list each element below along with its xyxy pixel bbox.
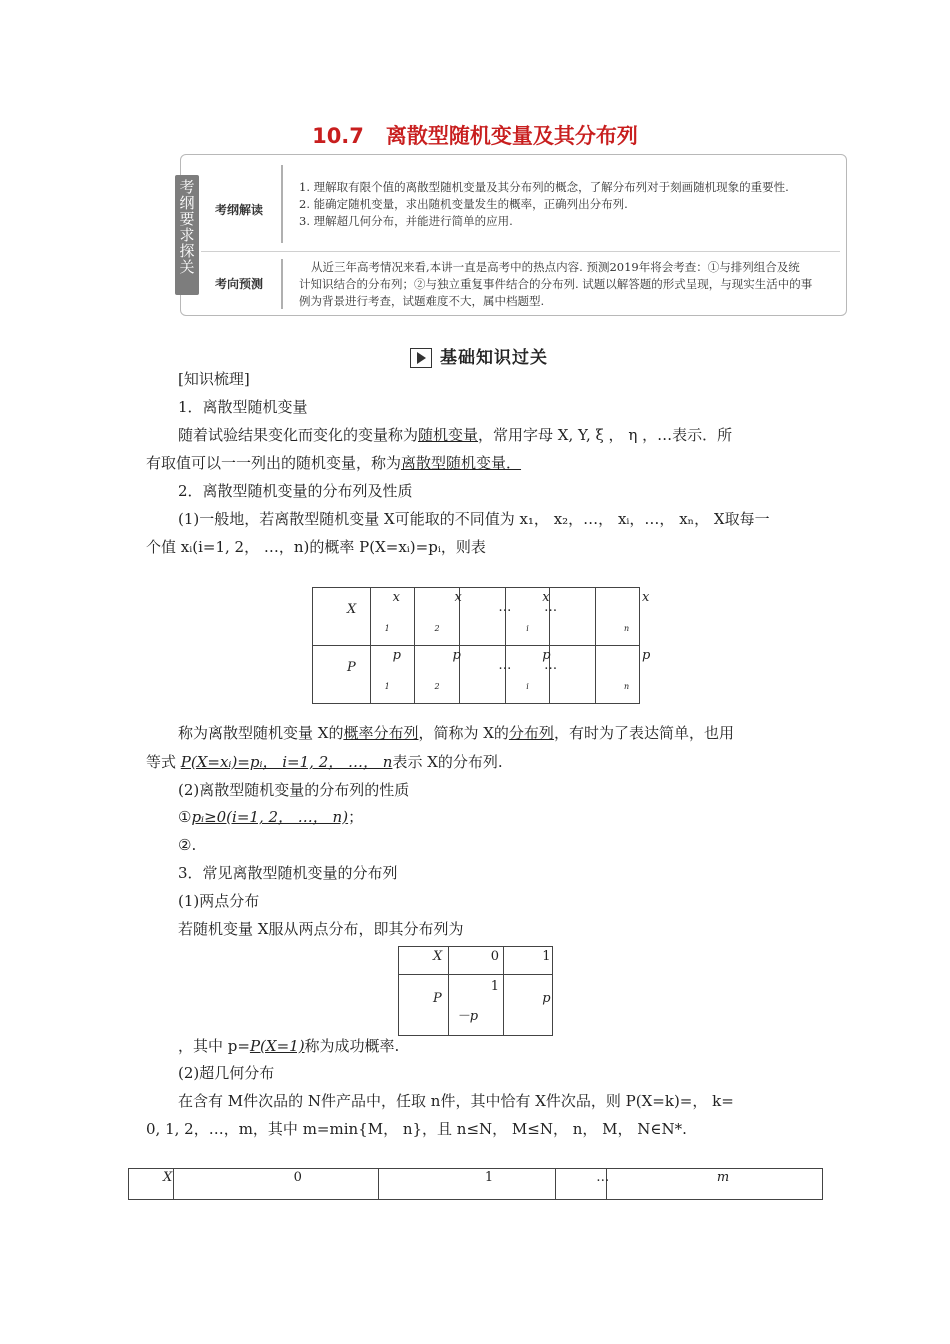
- text: ，有时为了表达简单，也用: [553, 724, 734, 742]
- cell-text: p: [452, 648, 461, 663]
- text: 表示 X的分布列.: [392, 753, 503, 771]
- row1-label: 考纲解读: [215, 203, 264, 217]
- text: 称为离散型随机变量 X的: [178, 724, 344, 742]
- row2-line: 计知识结合的分布列；②与独立重复事件结合的分布列. 试题以解答题的形式呈现，与现实生活中的事: [299, 277, 813, 291]
- cell-sub: 1: [384, 624, 390, 633]
- paragraph-4: (2)离散型随机变量的分布列的性质: [178, 781, 410, 799]
- cell-text: 1: [542, 949, 551, 964]
- table-row: [129, 1169, 823, 1200]
- table-cell: [378, 1169, 555, 1200]
- table-cell: [313, 646, 371, 704]
- two-point-table: [398, 946, 553, 1036]
- table-row: [399, 975, 553, 1036]
- table-cell: [504, 975, 553, 1036]
- paragraph-3a: [178, 722, 734, 744]
- table-cell: [606, 1169, 822, 1200]
- paragraph-2b: 个值 xᵢ(i=1, 2， …，n)的概率 P(X=xᵢ)=pᵢ，则表: [146, 538, 486, 556]
- paragraph-10: (2)超几何分布: [178, 1064, 275, 1082]
- text: ①: [178, 808, 192, 826]
- cell-text: P: [347, 660, 356, 675]
- table-cell: [596, 588, 650, 646]
- cell-text: p: [542, 648, 551, 663]
- row1-item: 2. 能确定随机变量，求出随机变量发生的概率，正确列出分布列.: [299, 197, 628, 211]
- cell-text: X: [433, 949, 443, 964]
- paragraph-5: [178, 806, 363, 828]
- cell-text: p: [642, 648, 651, 663]
- cell-text: …: [544, 658, 558, 673]
- table-cell: [129, 1169, 174, 1200]
- requirements-box: [180, 154, 847, 316]
- cell-text: m: [716, 1170, 730, 1185]
- table-cell: [448, 947, 504, 975]
- text: ，简称为 X的: [418, 724, 509, 742]
- cell-text: …: [498, 658, 512, 673]
- title-text: 离散型随机变量及其分布列: [385, 124, 638, 148]
- cell-text: 0: [490, 949, 499, 964]
- text: 随着试验结果变化而变化的变量称为: [178, 426, 419, 444]
- table-cell: [173, 1169, 378, 1200]
- cell-text: X: [163, 1170, 173, 1185]
- cell-sub: 1: [384, 682, 390, 691]
- cell-sub: n: [624, 682, 630, 691]
- table-cell: [460, 588, 512, 646]
- section-heading: [410, 343, 548, 368]
- section-number: 10.7: [312, 124, 364, 148]
- heading-1: 1．离散型随机变量: [178, 398, 308, 416]
- cell-sub: 2: [434, 682, 440, 691]
- paragraph-3b: [146, 751, 503, 773]
- table-cell: [544, 646, 596, 704]
- paragraph-2a: (1)一般地，若离散型随机变量 X可能取的不同值为 x₁， x₂，…， xᵢ，…， xₙ， X取每一: [178, 510, 770, 528]
- table-row: [313, 588, 640, 646]
- row1-item: 1. 理解取有限个值的离散型随机变量及其分布列的概念，了解分布列对于刻画随机现象的重要性.: [299, 180, 789, 194]
- cell-text: p: [392, 648, 401, 663]
- cell-text: x: [454, 590, 462, 605]
- table-cell: [399, 947, 449, 975]
- row1-divider: [281, 165, 283, 243]
- heading-2: 2．离散型随机变量的分布列及性质: [178, 482, 413, 500]
- paragraph-9: [178, 1035, 399, 1057]
- table-cell: [414, 646, 460, 704]
- table-cell: [544, 588, 596, 646]
- text: 称为成功概率.: [304, 1037, 400, 1055]
- paragraph-12: 0, 1, 2，…，m，其中 m=min{M， n}，且 n≤N， M≤N， n， M， N∈N*.: [146, 1120, 687, 1138]
- row-separator: [201, 251, 840, 252]
- table-cell: [313, 588, 371, 646]
- table-row: [399, 947, 553, 975]
- table-cell: [414, 588, 460, 646]
- row1-items: [299, 179, 839, 230]
- row2-text: [299, 259, 844, 310]
- cell-text: －p: [456, 1009, 479, 1024]
- table-cell: [370, 646, 414, 704]
- underlined-term: 随机变量: [418, 426, 479, 444]
- paragraph-6: ②.: [178, 836, 197, 854]
- cell-text: …: [596, 1170, 610, 1185]
- paragraph-7: (1)两点分布: [178, 892, 260, 910]
- cell-text: p: [542, 991, 551, 1006]
- underlined-term: P(X=xᵢ)=pᵢ， i=1, 2， …， n: [180, 753, 393, 771]
- page-title: [0, 120, 950, 150]
- table-cell: [506, 588, 550, 646]
- table-cell: [370, 588, 414, 646]
- section-heading-text: 基础知识过关: [440, 348, 548, 368]
- text: 有取值可以一一列出的随机变量，称为: [146, 454, 402, 472]
- paragraph-1b: [146, 452, 521, 474]
- row1-item: 3. 理解超几何分布，并能进行简单的应用.: [299, 214, 513, 228]
- cell-text: X: [347, 602, 357, 617]
- knowledge-tag: [知识梳理]: [178, 370, 250, 388]
- cell-text: 1: [484, 1170, 494, 1185]
- table-cell: [506, 646, 550, 704]
- heading-3: 3．常见离散型随机变量的分布列: [178, 864, 398, 882]
- row2-divider: [281, 259, 283, 309]
- table-cell: [596, 646, 651, 704]
- cell-text: …: [498, 600, 512, 615]
- table-cell: [460, 646, 512, 704]
- side-tab: 考纲要求探关: [175, 175, 199, 295]
- paragraph-1a: [178, 424, 732, 446]
- cell-sub: i: [526, 624, 529, 633]
- cell-text: 0: [293, 1170, 302, 1185]
- row2-line: 从近三年高考情况来看,本讲一直是高考中的热点内容. 预测2019年将会考查：①与排列组合及统: [311, 260, 800, 274]
- cell-text: x: [542, 590, 550, 605]
- paragraph-11: 在含有 M件次品的 N件产品中，任取 n件，其中恰有 X件次品，则 P(X=k)=， k=: [178, 1092, 734, 1110]
- table-cell: [399, 975, 449, 1036]
- table-cell: [504, 947, 553, 975]
- play-icon: [410, 348, 432, 368]
- cell-text: …: [544, 600, 558, 615]
- table-cell: [556, 1169, 610, 1200]
- underlined-term: P(X=1): [249, 1037, 305, 1055]
- cell-text: P: [433, 991, 442, 1006]
- text: ；: [348, 808, 364, 826]
- text: 等式: [146, 753, 181, 771]
- cell-sub: i: [526, 682, 529, 691]
- row2-line: 例为背景进行考查，试题难度不大，属中档题型.: [299, 294, 545, 308]
- cell-text: x: [392, 590, 400, 605]
- cell-text: 1: [490, 979, 499, 994]
- underlined-term: 分布列: [508, 724, 554, 742]
- underlined-term: 离散型随机变量．: [401, 454, 522, 472]
- text: ，常用字母 X, Y, ξ ， η ，…表示．所: [478, 426, 733, 444]
- row2-label: 考向预测: [215, 277, 264, 291]
- cell-sub: 2: [434, 624, 440, 633]
- distribution-table: [312, 587, 651, 704]
- hypergeometric-table: [128, 1168, 823, 1200]
- underlined-term: pᵢ≥0(i=1, 2， …， n): [191, 808, 349, 826]
- text: ，其中 p=: [178, 1037, 250, 1055]
- paragraph-8: 若随机变量 X服从两点分布，即其分布列为: [178, 920, 464, 938]
- cell-text: x: [642, 590, 650, 605]
- underlined-term: 概率分布列: [343, 724, 419, 742]
- cell-sub: n: [624, 624, 630, 633]
- table-cell: [448, 975, 504, 1036]
- table-row: [313, 646, 640, 704]
